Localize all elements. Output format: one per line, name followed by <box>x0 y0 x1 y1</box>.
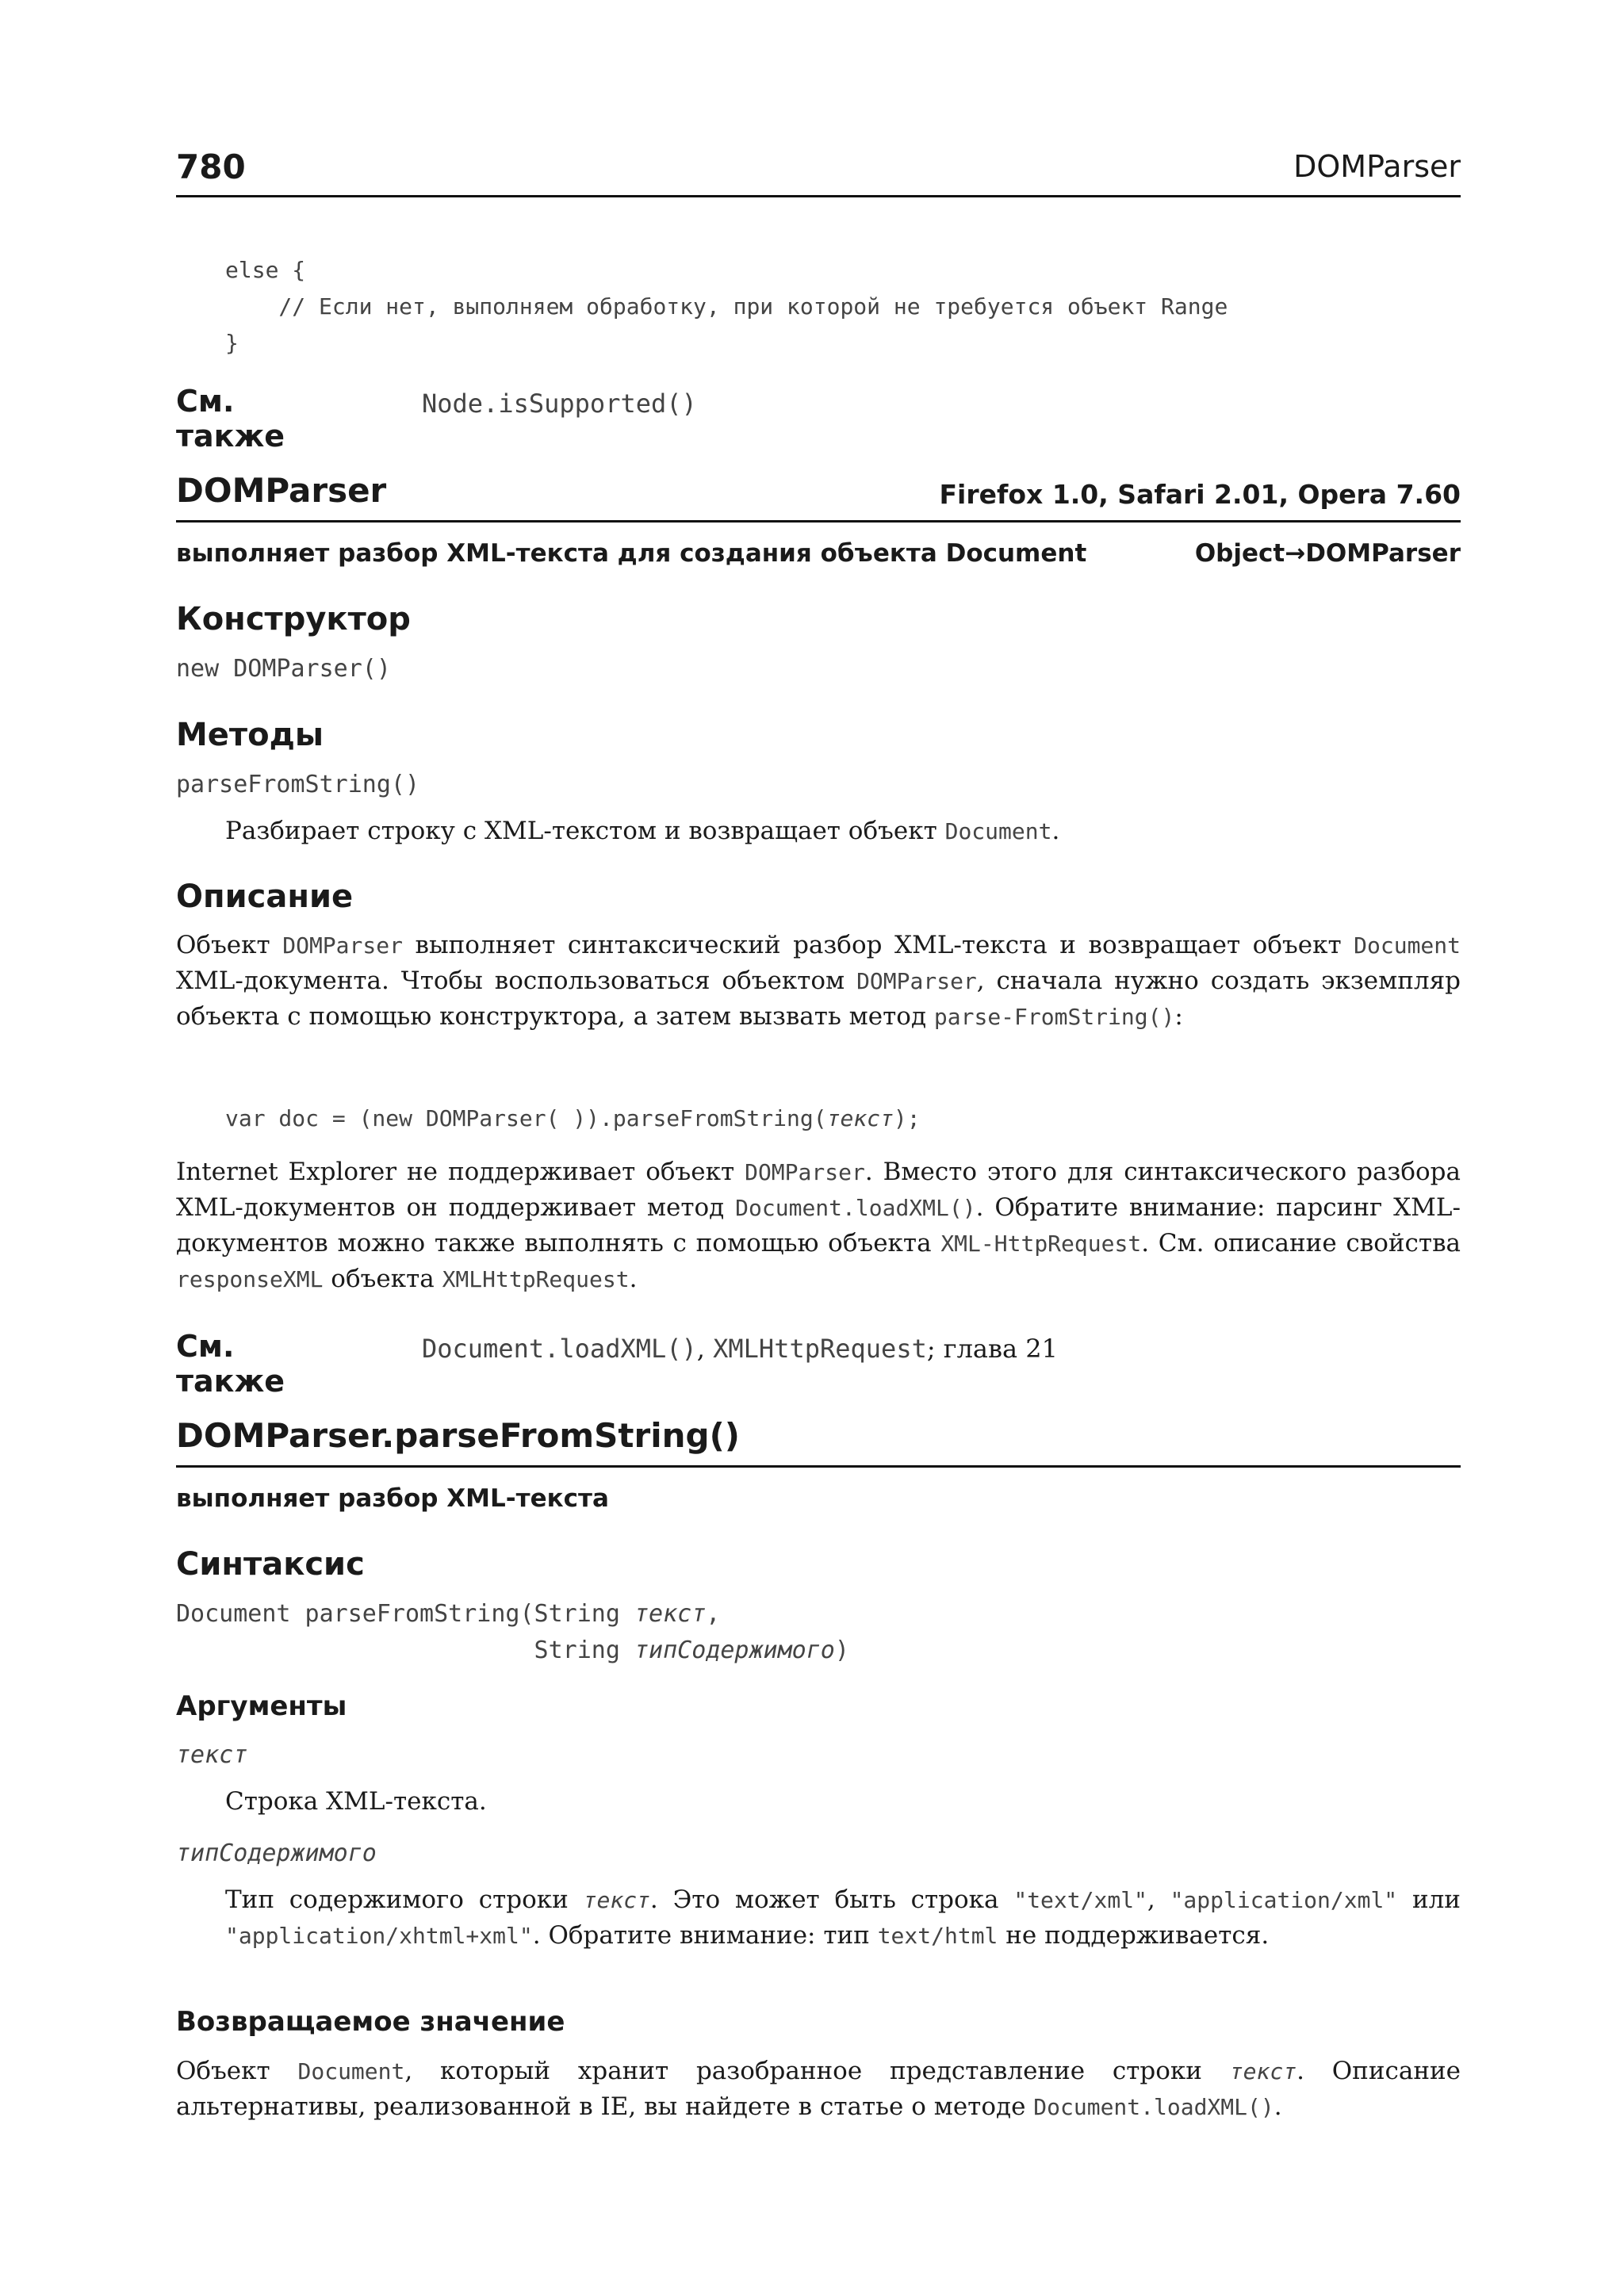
code-line: else { <box>225 257 306 283</box>
method-description: Разбирает строку с XML-текстом и возвращает объект Document. <box>225 817 1060 845</box>
entry-title: DOMParser <box>176 471 387 510</box>
return-value-heading: Возвращаемое значение <box>176 2006 565 2038</box>
inheritance-chain: Object→DOMParser <box>1194 539 1461 568</box>
browser-availability: Firefox 1.0, Safari 2.01, Opera 7.60 <box>939 479 1461 510</box>
argument-description: Строка XML-текста. <box>225 1787 487 1816</box>
entry-purpose: выполняет разбор XML-текста <box>176 1484 609 1513</box>
syntax-line-2: String типСодержимого) <box>176 1636 849 1664</box>
code-line: // Если нет, выполняем обработку, при которой не требуется объект Range <box>225 293 1228 320</box>
prev-code-block <box>225 252 1228 362</box>
constructor-heading: Конструктор <box>176 601 411 637</box>
description-paragraph-1: Объект DOMParser выполняет синтаксический разбор XML-текста и возвращает объект Document XML-документа. Чтобы воспользоваться объектом DOMParser, сначала нужно создать экземпляр объекта с помощью конструктора, а затем вызвать метод parse-FromString(): <box>176 931 1461 1031</box>
entry-subheader <box>176 1484 1461 1519</box>
entry-header-parsefromstring <box>176 1416 1461 1468</box>
see-also-label: См. также <box>176 384 285 454</box>
see-also-label: См. также <box>176 1329 285 1399</box>
see-also-refs: Document.loadXML(), XMLHttpRequest; глава 21 <box>422 1334 1058 1364</box>
syntax-line-1: Document parseFromString(String текст, <box>176 1600 721 1628</box>
argument-description: Тип содержимого строки текст. Это может быть строка "text/xml", "application/xml" или "application/xhtml+xml". Обратите внимание: тип text/html не поддерживается. <box>225 1885 1461 1950</box>
entry-purpose: выполняет разбор XML-текста для создания объекта Document <box>176 539 1087 568</box>
example-code: var doc = (new DOMParser( )).parseFromString(текст); <box>225 1105 921 1131</box>
entry-title: DOMParser.parseFromString() <box>176 1416 740 1455</box>
description-heading: Описание <box>176 879 354 915</box>
syntax-heading: Синтаксис <box>176 1546 365 1583</box>
argument-name: типСодержимого <box>176 1839 377 1867</box>
page-number: 780 <box>176 147 246 186</box>
method-name: parseFromString() <box>176 771 420 798</box>
running-title: DOMParser <box>1293 149 1461 184</box>
return-value-description: Объект Document, который хранит разобранное представление строки текст. Описание альтернативы, реализованной в IE, вы найдете в статье о методе Document.loadXML(). <box>176 2057 1461 2121</box>
code-line: } <box>225 330 239 356</box>
constructor-code: new DOMParser() <box>176 655 391 683</box>
argument-name: текст <box>176 1741 248 1769</box>
methods-heading: Методы <box>176 717 324 753</box>
entry-header-domparser <box>176 471 1461 523</box>
see-also-ref: Node.isSupported() <box>422 389 697 419</box>
arguments-heading: Аргументы <box>176 1690 347 1722</box>
entry-subheader <box>176 539 1461 574</box>
running-head <box>176 147 1461 197</box>
description-paragraph-2: Internet Explorer не поддерживает объект DOMParser. Вместо этого для синтаксического разбора XML-документов он поддерживает метод Document.loadXML(). Обратите внимание: парсинг XML-документов можно также выполнять с помощью объекта XML-HttpRequest. См. описание свойства responseXML объекта XMLHttpRequest. <box>176 1158 1461 1293</box>
